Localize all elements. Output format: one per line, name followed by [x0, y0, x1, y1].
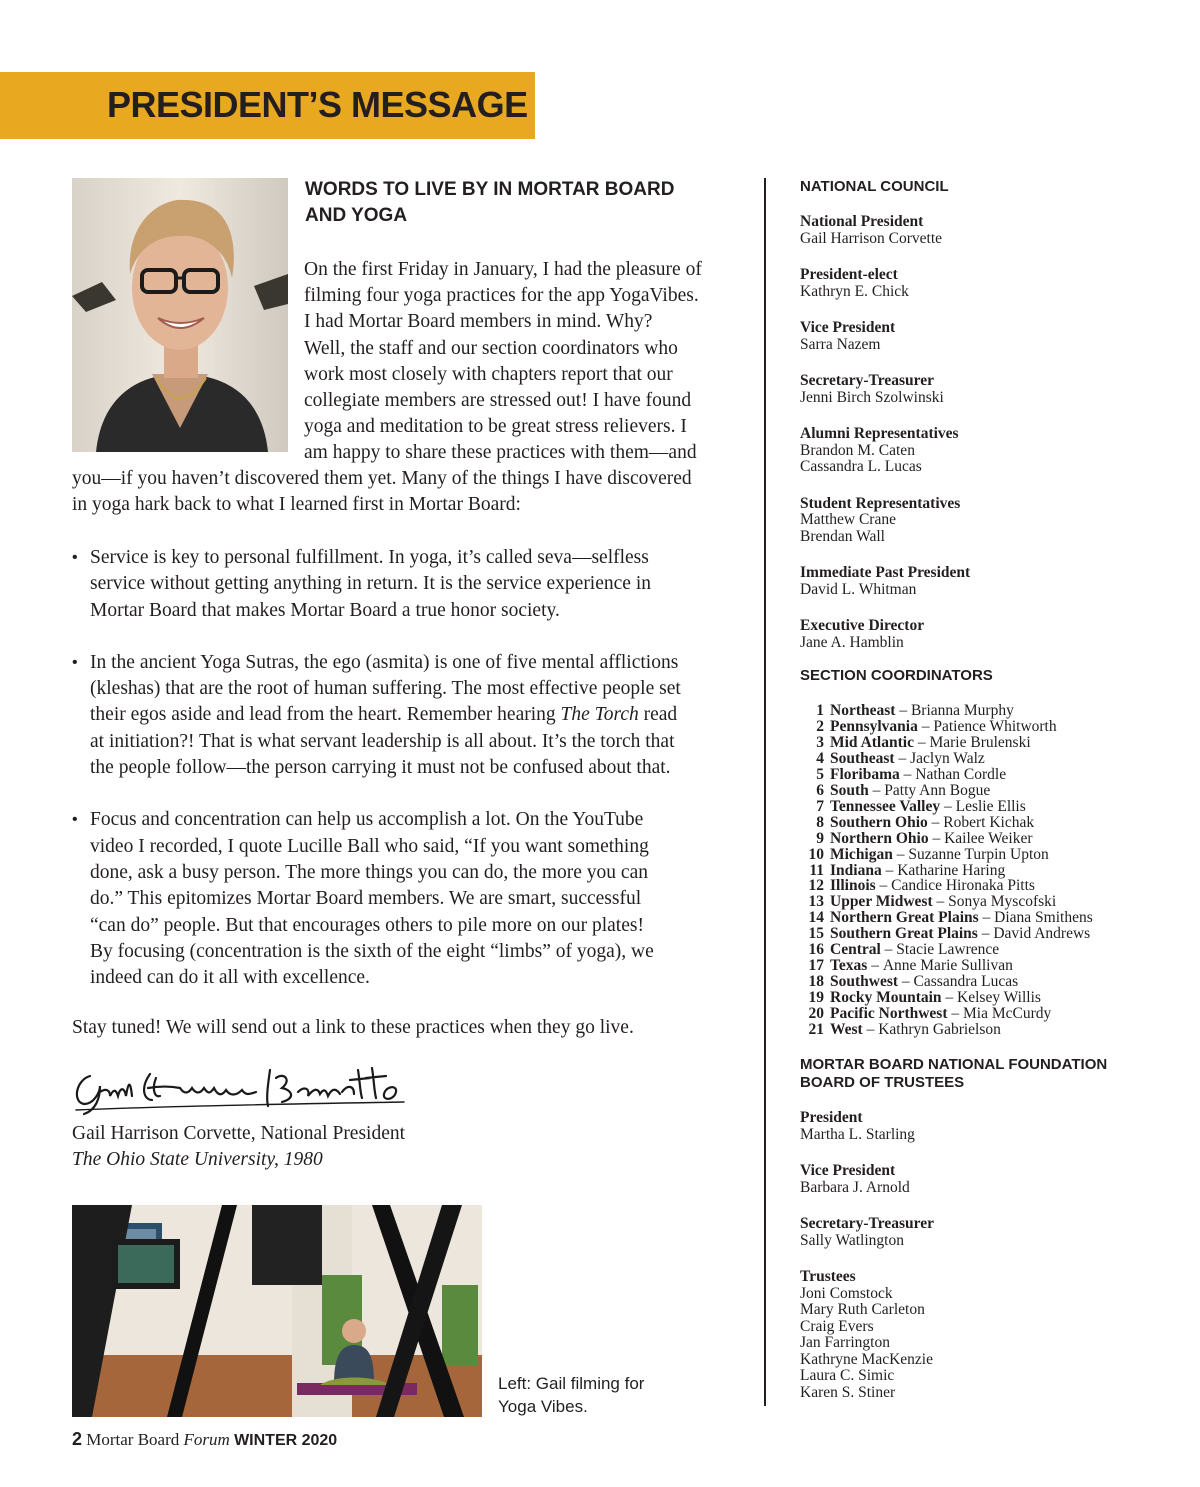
foundation-list — [800, 1110, 1160, 1401]
section-number: 19 — [808, 989, 824, 1007]
spacer — [800, 196, 1160, 214]
section-row — [800, 751, 1160, 767]
text-line: • Focus and concentration can help us accomplish a lot. On the YouTube — [90, 809, 644, 831]
roster-name: Cassandra L. Lucas — [800, 458, 922, 475]
roster-title: Student Representatives — [800, 494, 961, 512]
article-headline — [305, 177, 735, 229]
text-line: “can do” people. But that encourages others to pile more on our plates! — [90, 914, 644, 936]
text-line — [90, 702, 742, 728]
separator: – — [892, 845, 909, 863]
roster-name: Karen S. Stiner — [800, 1383, 896, 1401]
section-row — [800, 958, 1160, 974]
separator: – — [899, 765, 916, 783]
president-portrait — [72, 178, 288, 452]
section-coordinator: Kelsey Willis — [957, 989, 1041, 1007]
signature-school: The Ohio State University, 1980 — [72, 1149, 323, 1170]
filming-illustration — [72, 1205, 482, 1417]
roster-name: Gail Harrison Corvette — [800, 229, 943, 247]
text-line: By focusing (concentration is the sixth of the eight “limbs” of yoga), we — [90, 940, 654, 962]
roster-title: President — [800, 1109, 863, 1127]
section-name: Texas — [830, 957, 868, 975]
section-coordinator: Patience Whitworth — [933, 717, 1057, 735]
text-line: (kleshas) that are the root of human suffering. The most effective people set — [90, 678, 681, 700]
separator: – — [875, 877, 892, 895]
section-row — [800, 910, 1160, 926]
section-row — [800, 847, 1160, 863]
section-coordinator: Nathan Cordle — [915, 765, 1007, 783]
section-name: Central — [830, 941, 881, 959]
section-name: Upper Midwest — [830, 893, 933, 911]
section-coordinator: Patty Ann Bogue — [884, 781, 991, 799]
roster-title: Secretary-Treasurer — [800, 372, 934, 389]
section-number: 9 — [816, 829, 824, 847]
section-number: 17 — [808, 957, 824, 975]
text-line: yoga and meditation to be great stress relievers. I — [304, 416, 687, 438]
foundation-heading — [800, 1056, 1160, 1092]
section-row — [800, 974, 1160, 990]
closing-line: Stay tuned! We will send out a link to these practices when they go live. — [72, 1017, 634, 1038]
roster-name: David L. Whitman — [800, 580, 917, 598]
headline-line: WORDS TO LIVE BY IN MORTAR BOARD — [305, 179, 675, 200]
section-name: Pacific Northwest — [830, 1005, 948, 1023]
text-line: the people follow—the person carrying it must not be confused about that. — [90, 757, 671, 779]
section-row — [800, 815, 1160, 831]
section-number: 8 — [816, 813, 824, 831]
roster-name: Martha L. Starling — [800, 1125, 915, 1143]
photo-caption — [498, 1372, 688, 1418]
page-footer — [72, 1429, 337, 1450]
section-coordinator: Leslie Ellis — [955, 797, 1026, 815]
text-line: • In the ancient Yoga Sutras, the ego (asmita) is one of five mental afflictions — [90, 651, 679, 673]
section-coordinator: Brianna Murphy — [910, 702, 1014, 719]
bullet-list — [72, 545, 742, 1017]
page-title: PRESIDENT’S MESSAGE — [107, 84, 528, 125]
roster-entry — [800, 1269, 1160, 1401]
separator: – — [894, 749, 911, 767]
publication-forum: Forum — [183, 1430, 230, 1449]
section-name: Southeast — [830, 749, 895, 767]
council-list — [800, 214, 1160, 651]
foundation-heading-line: MORTAR BOARD NATIONAL FOUNDATION — [800, 1056, 1108, 1074]
section-name: Floribama — [830, 765, 900, 783]
separator: – — [867, 957, 883, 975]
section-number: 5 — [816, 765, 824, 783]
roster-title: Vice President — [800, 1162, 896, 1180]
section-number: 12 — [808, 877, 824, 895]
text-fragment: read — [638, 704, 678, 726]
section-name: Rocky Mountain — [830, 989, 942, 1007]
separator: – — [977, 925, 994, 943]
signature-image — [70, 1058, 410, 1118]
roster-name: Laura C. Simic — [800, 1367, 895, 1385]
section-name: Pennsylvania — [830, 717, 918, 735]
section-number: 7 — [816, 797, 824, 815]
section-number: 10 — [808, 845, 824, 863]
portrait-illustration — [72, 178, 288, 452]
roster-name: Sally Watlington — [800, 1231, 904, 1249]
text-line: done, ask a busy person. The more things you can do, the more you can — [90, 861, 648, 883]
section-number: 1 — [816, 702, 824, 719]
section-row — [800, 799, 1160, 815]
section-name: West — [830, 1021, 863, 1039]
section-coordinator: Robert Kichak — [943, 813, 1035, 831]
section-row — [800, 767, 1160, 783]
section-row — [800, 942, 1160, 958]
roster-title: National President — [800, 213, 924, 230]
signature-name: Gail Harrison Corvette, National President — [72, 1123, 406, 1144]
separator: – — [947, 1005, 963, 1023]
roster-title: Trustees — [800, 1268, 856, 1286]
foundation-heading-line: BOARD OF TRUSTEES — [800, 1074, 965, 1092]
sections-heading: SECTION COORDINATORS — [800, 667, 993, 684]
section-name: Mid Atlantic — [830, 733, 914, 751]
text-line: am happy to share these practices with them—and — [304, 442, 697, 464]
text-line: filming four yoga practices for the app YogaVibes. — [304, 285, 699, 307]
roster-name: Barbara J. Arnold — [800, 1178, 910, 1196]
text-line: collegiate members are stressed out! I have found — [304, 390, 692, 412]
section-number: 13 — [808, 893, 824, 911]
separator: – — [917, 717, 934, 735]
caption-line: Left: Gail filming for — [498, 1374, 645, 1393]
roster-title: Vice President — [800, 319, 896, 336]
section-name: Northern Ohio — [830, 829, 929, 847]
separator: – — [941, 989, 958, 1007]
bullet-item — [72, 650, 742, 781]
text-line: work most closely with chapters report that our — [304, 363, 673, 385]
section-row — [800, 703, 1160, 719]
section-coordinator: Anne Marie Sullivan — [882, 957, 1013, 975]
section-coordinator: Marie Brulenski — [929, 733, 1031, 751]
text-line: you—if you haven’t discovered them yet. Many of the things I have discovered — [72, 468, 692, 489]
roster-title: Executive Director — [800, 617, 925, 634]
section-number: 15 — [808, 925, 824, 943]
text-line: video I recorded, I quote Lucille Ball who said, “If you want something — [90, 835, 649, 857]
section-coordinator: Candice Hironaka Pitts — [891, 877, 1035, 895]
section-row — [800, 783, 1160, 799]
roster-name: Mary Ruth Carleton — [800, 1301, 925, 1319]
section-row — [800, 719, 1160, 735]
roster-name: Kathryne MacKenzie — [800, 1350, 933, 1368]
separator: – — [880, 941, 897, 959]
section-coordinator: Mia McCurdy — [963, 1005, 1052, 1023]
section-number: 6 — [816, 781, 824, 799]
section-number: 20 — [808, 1005, 824, 1023]
issue-season: WINTER 2020 — [234, 1432, 338, 1449]
roster-entry — [800, 214, 1160, 247]
roster-title: President-elect — [800, 266, 898, 283]
section-name: South — [830, 781, 869, 799]
section-name: Northeast — [830, 702, 896, 719]
section-number: 2 — [816, 717, 824, 735]
section-number: 14 — [808, 909, 824, 927]
roster-name: Brandon M. Caten — [800, 441, 915, 459]
text-line: Well, the staff and our section coordinators who — [304, 337, 678, 359]
text-line: Mortar Board that makes Mortar Board a true honor society. — [90, 599, 560, 621]
section-name: Southwest — [830, 973, 899, 991]
section-number: 11 — [809, 861, 824, 879]
section-name: Michigan — [830, 845, 893, 863]
council-heading: NATIONAL COUNCIL — [800, 178, 949, 195]
sidebar-directory — [800, 178, 1160, 1421]
section-coordinator: Diana Smithens — [994, 909, 1093, 927]
section-row — [800, 735, 1160, 751]
section-coordinator: Katharine Haring — [897, 861, 1006, 879]
section-row — [800, 1006, 1160, 1022]
spacer — [800, 1092, 1160, 1110]
separator: – — [881, 861, 898, 879]
roster-name: Kathryn E. Chick — [800, 282, 909, 300]
section-name: Tennessee Valley — [830, 797, 941, 815]
separator: – — [928, 829, 945, 847]
section-coordinator: David Andrews — [993, 925, 1091, 943]
intro-paragraph-continued — [72, 466, 742, 518]
separator: – — [927, 813, 944, 831]
section-row — [800, 894, 1160, 910]
separator: – — [913, 733, 930, 751]
roster-name: Joni Comstock — [800, 1284, 893, 1302]
section-coordinator: Kailee Weiker — [944, 829, 1033, 847]
roster-name: Brendan Wall — [800, 527, 885, 545]
roster-title: Secretary-Treasurer — [800, 1215, 934, 1233]
column-divider — [764, 178, 766, 1406]
intro-paragraph — [304, 257, 734, 467]
roster-title: Immediate Past President — [800, 564, 971, 581]
sections-list — [800, 703, 1160, 1038]
separator: – — [932, 893, 949, 911]
roster-name: Craig Evers — [800, 1317, 874, 1335]
roster-entry — [800, 496, 1160, 546]
bullet-item — [72, 545, 742, 624]
roster-name: Jane A. Hamblin — [800, 633, 904, 651]
roster-entry — [800, 373, 1160, 406]
section-number: 3 — [816, 733, 824, 751]
text-line: in yoga hark back to what I learned first in Mortar Board: — [72, 494, 521, 516]
roster-name: Sarra Nazem — [800, 335, 881, 353]
roster-name: Jan Farrington — [800, 1334, 890, 1352]
text-line: I had Mortar Board members in mind. Why? — [304, 311, 653, 333]
separator: – — [940, 797, 956, 815]
section-name: Northern Great Plains — [830, 909, 979, 927]
separator: – — [868, 781, 885, 799]
roster-title: Alumni Representatives — [800, 425, 959, 442]
section-row — [800, 831, 1160, 847]
roster-entry — [800, 267, 1160, 300]
headline-line: AND YOGA — [305, 205, 408, 226]
publication-title: The Torch — [560, 704, 639, 726]
text-line: do.” This epitomizes Mortar Board members. We are smart, successful — [90, 888, 642, 910]
section-name: Illinois — [830, 877, 876, 895]
section-row — [800, 878, 1160, 894]
text-line: at initiation?! That is what servant leadership is all about. It’s the torch that — [90, 730, 675, 752]
roster-entry — [800, 1163, 1160, 1196]
section-coordinator: Cassandra Lucas — [913, 973, 1019, 991]
section-number: 18 — [808, 973, 824, 991]
section-coordinator: Stacie Lawrence — [896, 941, 1000, 959]
publication-name: Mortar Board — [86, 1430, 180, 1449]
roster-name: Matthew Crane — [800, 511, 896, 528]
roster-entry — [800, 618, 1160, 651]
section-coordinator: Kathryn Gabrielson — [878, 1021, 1001, 1039]
section-coordinator: Jaclyn Walz — [910, 749, 985, 767]
text-line: • Service is key to personal fulfillment. In yoga, it’s called seva—selfless — [90, 547, 649, 568]
section-row — [800, 1022, 1160, 1038]
page-number: 2 — [72, 1429, 83, 1449]
text-fragment: their egos aside and lead from the heart. Remember hearing — [90, 704, 561, 726]
section-name: Southern Ohio — [830, 813, 928, 831]
section-row — [800, 990, 1160, 1006]
section-coordinator: Suzanne Turpin Upton — [908, 845, 1049, 863]
roster-entry — [800, 1216, 1160, 1249]
separator: – — [862, 1021, 879, 1039]
roster-entry — [800, 426, 1160, 476]
section-number: 16 — [808, 941, 824, 959]
text-line: service without getting anything in return. It is the service experience in — [90, 573, 651, 595]
roster-entry — [800, 320, 1160, 353]
separator: – — [898, 973, 914, 991]
filming-photo — [72, 1205, 482, 1417]
section-row — [800, 926, 1160, 942]
section-number: 21 — [808, 1021, 824, 1039]
separator: – — [895, 702, 911, 719]
separator: – — [978, 909, 995, 927]
section-name: Southern Great Plains — [830, 925, 978, 943]
section-coordinator: Sonya Myscofski — [948, 893, 1057, 911]
roster-entry — [800, 1110, 1160, 1143]
caption-line: Yoga Vibes. — [498, 1397, 588, 1416]
section-name: Indiana — [830, 861, 882, 879]
section-row — [800, 863, 1160, 879]
roster-name: Jenni Birch Szolwinski — [800, 388, 944, 406]
roster-entry — [800, 565, 1160, 598]
bullet-item — [72, 807, 742, 991]
text-line: On the first Friday in January, I had the pleasure of — [304, 259, 702, 280]
text-line: indeed can do it all with excellence. — [90, 967, 370, 989]
section-number: 4 — [816, 749, 824, 767]
